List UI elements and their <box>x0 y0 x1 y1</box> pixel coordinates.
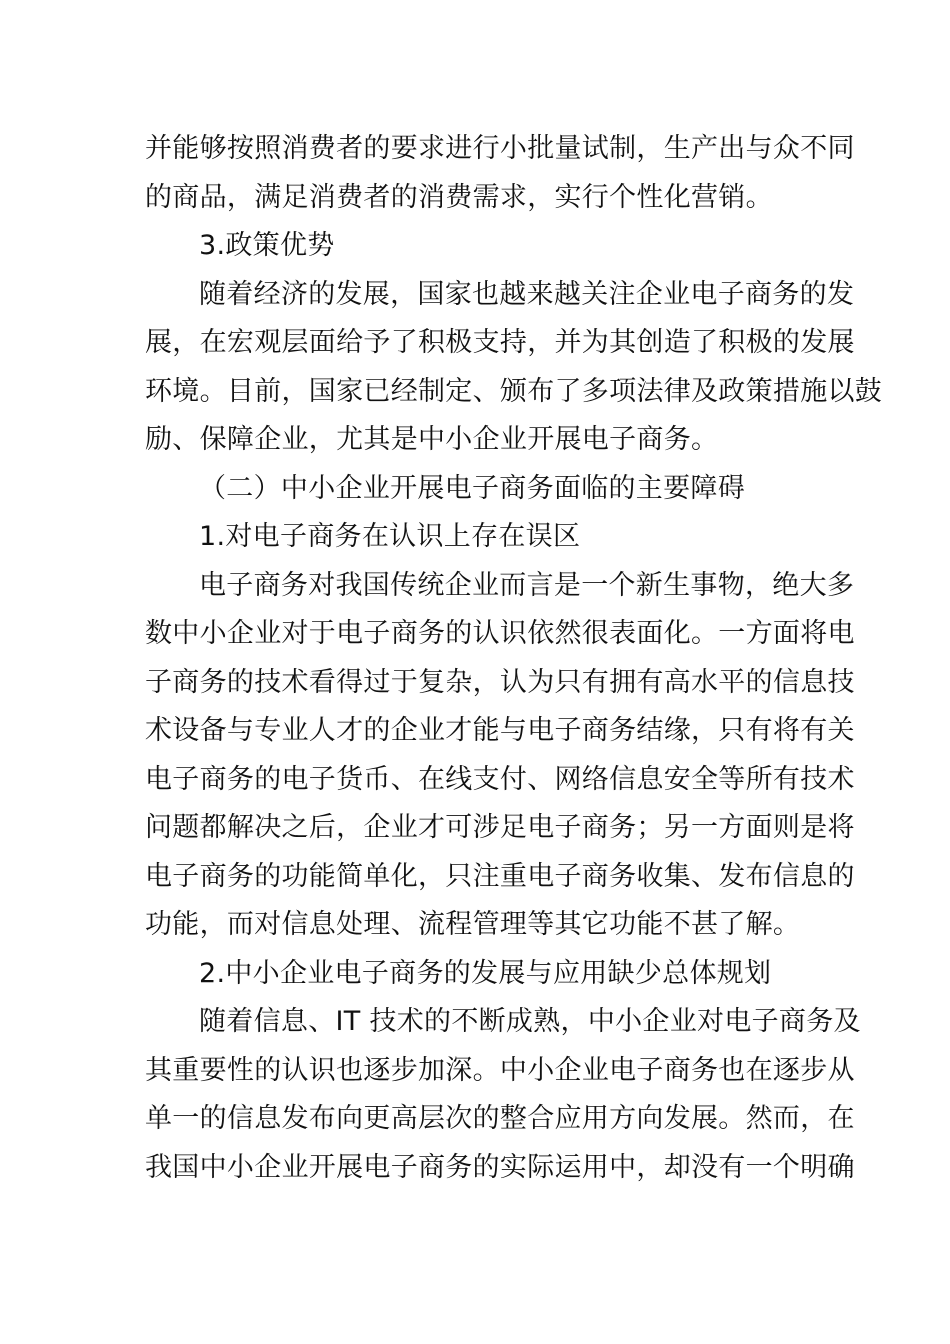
paragraph-line: 的商品，满足消费者的消费需求，实行个性化营销。 <box>145 181 773 213</box>
section-heading: 2.中小企业电子商务的发展与应用缺少总体规划 <box>199 957 772 989</box>
paragraph-line: 电子商务的电子货币、在线支付、网络信息安全等所有技术 <box>145 763 855 795</box>
paragraph-line: 数中小企业对于电子商务的认识依然很表面化。一方面将电 <box>145 618 855 649</box>
paragraph-line: 其重要性的认识也逐步加深。中小企业电子商务也在逐步从 <box>145 1054 855 1086</box>
paragraph-line: 问题都解决之后，企业才可涉足电子商务；另一方面则是将 <box>145 812 855 843</box>
body-text <box>145 125 883 1192</box>
section-heading: 1.对电子商务在认识上存在误区 <box>199 521 581 552</box>
paragraph-line: 励、保障企业，尤其是中小企业开展电子商务。 <box>145 424 719 455</box>
paragraph-line: 展，在宏观层面给予了积极支持，并为其创造了积极的发展 <box>145 327 855 358</box>
paragraph-line: 电子商务对我国传统企业而言是一个新生事物，绝大多 <box>199 569 855 601</box>
section-heading: （二）中小企业开展电子商务面临的主要障碍 <box>199 472 745 504</box>
paragraph-line: 我国中小企业开展电子商务的实际运用中，却没有一个明确 <box>145 1151 855 1183</box>
paragraph-line: 单一的信息发布向更高层次的整合应用方向发展。然而，在 <box>145 1103 855 1134</box>
paragraph-line: 并能够按照消费者的要求进行小批量试制，生产出与众不同 <box>145 133 855 164</box>
paragraph-line: 功能，而对信息处理、流程管理等其它功能不甚了解。 <box>145 909 801 940</box>
paragraph-line: 术设备与专业人才的企业才能与电子商务结缘，只有将有关 <box>145 715 855 746</box>
section-heading: 3.政策优势 <box>199 230 335 261</box>
paragraph-line: 随着信息、IT 技术的不断成熟，中小企业对电子商务及 <box>199 1006 861 1037</box>
paragraph-line: 环境。目前，国家已经制定、颁布了多项法律及政策措施以鼓 <box>145 375 883 407</box>
paragraph-line: 随着经济的发展，国家也越来越关注企业电子商务的发 <box>199 278 855 310</box>
paragraph-line: 电子商务的功能简单化，只注重电子商务收集、发布信息的 <box>145 860 855 892</box>
paragraph-line: 子商务的技术看得过于复杂，认为只有拥有高水平的信息技 <box>145 666 855 698</box>
